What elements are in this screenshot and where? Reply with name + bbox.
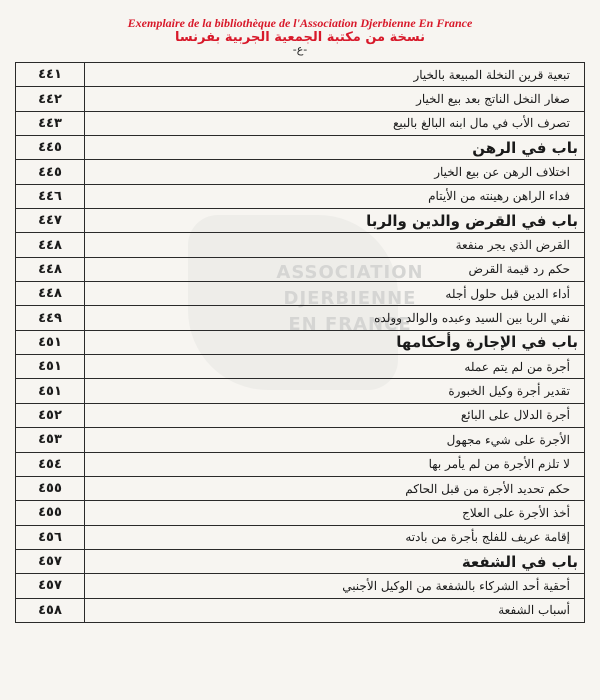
- contents-body: [16, 63, 585, 623]
- page-number: ٤٤٨: [16, 233, 85, 257]
- entry-row: [16, 87, 585, 111]
- entry-title: تصرف الأب في مال ابنه البالغ بالبيع: [85, 111, 585, 135]
- entry-row: [16, 63, 585, 87]
- page-number: ٤٥١: [16, 330, 85, 354]
- entry-row: [16, 233, 585, 257]
- entry-title: أجرة الدلال على البائع: [85, 403, 585, 427]
- watermark-line1: ASSOCIATION: [276, 262, 424, 283]
- page-number: ٤٤٥: [16, 160, 85, 184]
- page-number: ٤٤٨: [16, 257, 85, 281]
- page-number: ٤٥١: [16, 379, 85, 403]
- section-heading-row: [16, 330, 585, 354]
- header-french: Exemplaire de la bibliothèque de l'Association Djerbienne En France: [127, 16, 473, 30]
- entry-row: [16, 379, 585, 403]
- entry-title: أخذ الأجرة على العلاج: [85, 501, 585, 525]
- entry-title: اختلاف الرهن عن بيع الخيار: [85, 160, 585, 184]
- entry-row: [16, 452, 585, 476]
- section-title: باب في القرض والدين والربا: [85, 209, 585, 233]
- entry-row: [16, 403, 585, 427]
- entry-title: أداء الدين قبل حلول أجله: [85, 282, 585, 306]
- entry-row: [16, 111, 585, 135]
- contents-table: [15, 62, 585, 623]
- page-number: ٤٤٥: [16, 136, 85, 160]
- page-number: ٤٤٨: [16, 282, 85, 306]
- page-number: ٤٤٦: [16, 184, 85, 208]
- page-number: ٤٥٧: [16, 549, 85, 573]
- page-number: ٤٤٣: [16, 111, 85, 135]
- entry-row: [16, 306, 585, 330]
- entry-title: لا تلزم الأجرة من لم يأمر بها: [85, 452, 585, 476]
- entry-title: تبعية قرين النخلة المبيعة بالخيار: [85, 63, 585, 87]
- entry-row: [16, 574, 585, 598]
- watermark-line3: EN FRANCE: [288, 314, 412, 335]
- page-number: ٤٥٤: [16, 452, 85, 476]
- entry-row: [16, 501, 585, 525]
- entry-row: [16, 525, 585, 549]
- entry-title: صغار النخل الناتج بعد بيع الخيار: [85, 87, 585, 111]
- page-number: ٤٤٧: [16, 209, 85, 233]
- entry-row: [16, 476, 585, 500]
- entry-title: أسباب الشفعة: [85, 598, 585, 622]
- page-header: [0, 16, 600, 56]
- section-heading-row: [16, 136, 585, 160]
- entry-title: إقامة عريف للفلج بأجرة من بادته: [85, 525, 585, 549]
- entry-title: نفي الربا بين السيد وعبده والوالد وولده: [85, 306, 585, 330]
- section-title: باب في الإجارة وأحكامها: [85, 330, 585, 354]
- section-heading-row: [16, 549, 585, 573]
- page-number: ٤٤٩: [16, 306, 85, 330]
- entry-row: [16, 257, 585, 281]
- page-mark: -ع-: [292, 43, 308, 56]
- entry-row: [16, 598, 585, 622]
- entry-title: حكم رد قيمة القرض: [85, 257, 585, 281]
- page-number: ٤٥٥: [16, 476, 85, 500]
- header-arabic: نسخة من مكتبة الجمعية الجربية بفرنسا: [175, 30, 425, 45]
- entry-title: حكم تحديد الأجرة من قبل الحاكم: [85, 476, 585, 500]
- entry-row: [16, 282, 585, 306]
- section-title: باب في الرهن: [85, 136, 585, 160]
- entry-title: أحقية أحد الشركاء بالشفعة من الوكيل الأجنبي: [85, 574, 585, 598]
- page-number: ٤٥٨: [16, 598, 85, 622]
- page-number: ٤٥٢: [16, 403, 85, 427]
- section-heading-row: [16, 209, 585, 233]
- page-number: ٤٥٣: [16, 428, 85, 452]
- entry-title: القرض الذي يجر منفعة: [85, 233, 585, 257]
- page-number: ٤٤٢: [16, 87, 85, 111]
- section-title: باب في الشفعة: [85, 549, 585, 573]
- entry-row: [16, 160, 585, 184]
- entry-row: [16, 184, 585, 208]
- page-number: ٤٥٥: [16, 501, 85, 525]
- entry-row: [16, 428, 585, 452]
- entry-title: أجرة من لم يتم عمله: [85, 355, 585, 379]
- entry-title: الأجرة على شيء مجهول: [85, 428, 585, 452]
- watermark-line2: DJERBIENNE: [283, 288, 417, 309]
- entry-title: فداء الراهن رهينته من الأيتام: [85, 184, 585, 208]
- entry-row: [16, 355, 585, 379]
- page-number: ٤٥٦: [16, 525, 85, 549]
- entry-title: تقدير أجرة وكيل الخبورة: [85, 379, 585, 403]
- page-number: ٤٥١: [16, 355, 85, 379]
- page-number: ٤٥٧: [16, 574, 85, 598]
- page-number: ٤٤١: [16, 63, 85, 87]
